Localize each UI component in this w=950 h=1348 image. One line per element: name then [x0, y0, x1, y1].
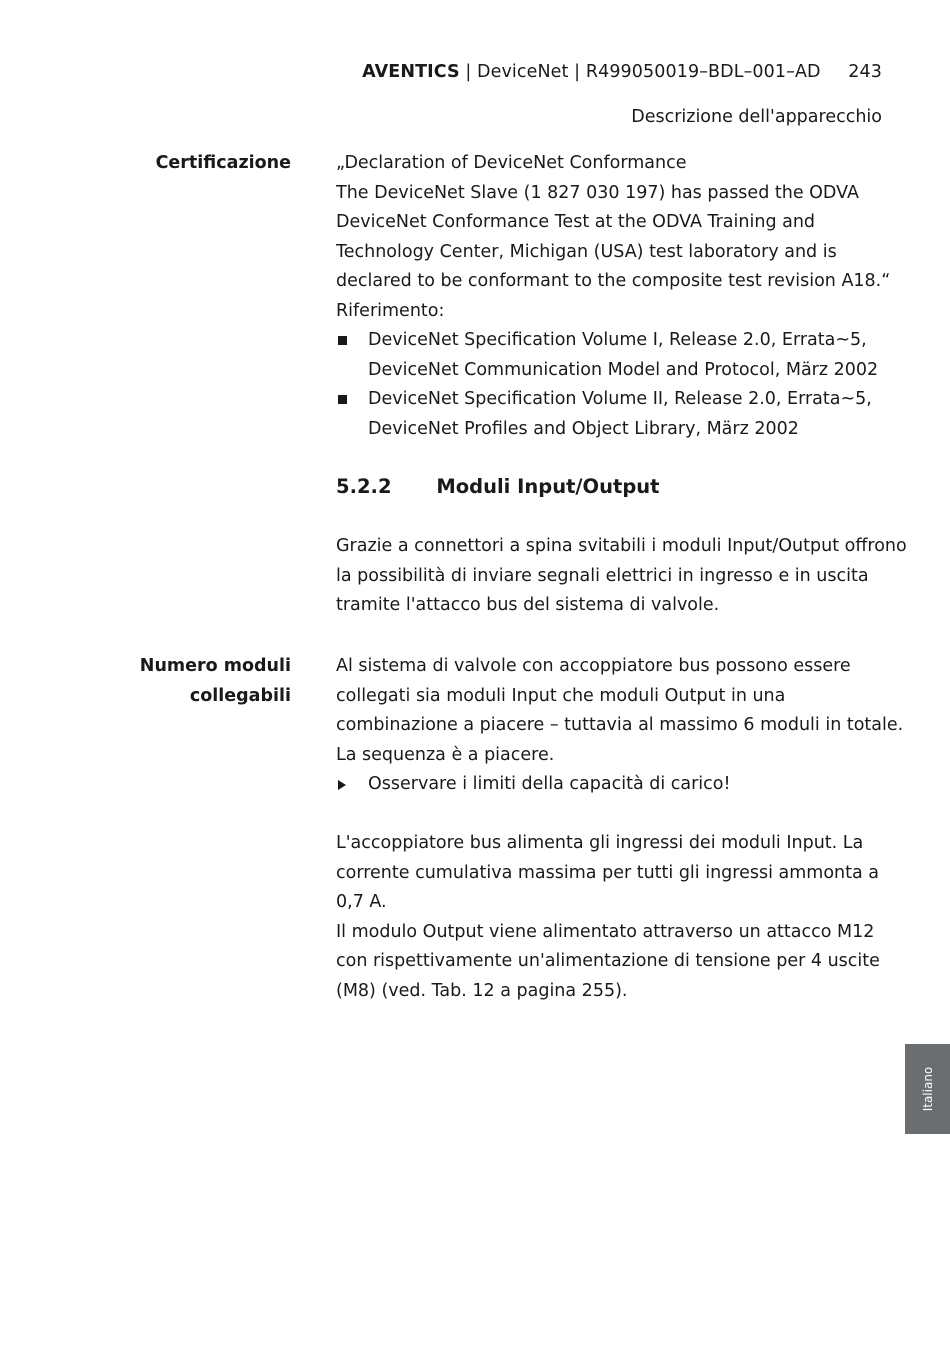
section-number: 5.2.2: [336, 475, 392, 498]
paragraph-line: combinazione a piacere – tuttavia al massimo 6 moduli in totale.: [336, 715, 904, 735]
instruction-text: Osservare i limiti della capacità di carico!: [368, 774, 731, 794]
running-header: [362, 62, 882, 82]
document-info: | DeviceNet | R499050019–BDL–001–AD: [465, 62, 821, 82]
paragraph-line: Technology Center, Michigan (USA) test laboratory and is: [336, 241, 837, 262]
section-title: Descrizione dell'apparecchio: [631, 107, 882, 127]
paragraph-line: tramite l'attacco bus del sistema di valvole.: [336, 595, 720, 615]
list-item-line: DeviceNet Specification Volume II, Release 2.0, Errata~5,: [368, 389, 872, 409]
paragraph-line: la possibilità di inviare segnali elettrici in ingresso e in uscita: [336, 565, 869, 586]
modules-label-line: Numero moduli: [139, 656, 291, 676]
certification-text: [336, 149, 896, 444]
intro-paragraph: [336, 532, 907, 621]
list-item: [336, 326, 896, 385]
modules-label-line: collegabili: [189, 685, 291, 706]
square-bullet-icon: [338, 336, 347, 345]
paragraph-line: collegati sia moduli Input che moduli Output in una: [336, 685, 786, 706]
paragraph-line: „Declaration of DeviceNet Conformance: [336, 153, 687, 173]
section-heading: [336, 475, 660, 498]
modules-paragraph: [336, 652, 904, 800]
paragraph-line: Riferimento:: [336, 300, 445, 321]
paragraph-line: L'accoppiatore bus alimenta gli ingressi dei moduli Input. La: [336, 833, 864, 853]
paragraph-line: 0,7 A.: [336, 892, 387, 912]
page-number: 243: [848, 62, 882, 82]
language-tab: [905, 1044, 950, 1134]
paragraph-line: con rispettivamente un'alimentazione di tensione per 4 uscite: [336, 951, 880, 971]
certification-label: Certificazione: [155, 153, 291, 173]
paragraph-line: La sequenza è a piacere.: [336, 744, 555, 765]
paragraph-line: DeviceNet Conformance Test at the ODVA Training and: [336, 212, 816, 232]
paragraph-line: Grazie a connettori a spina svitabili i moduli Input/Output offrono: [336, 536, 907, 556]
paragraph-line: (M8) (ved. Tab. 12 a pagina 255).: [336, 980, 628, 1001]
paragraph-line: declared to be conformant to the composite test revision A18.“: [336, 271, 891, 291]
paragraph-line: corrente cumulativa massima per tutti gli ingressi ammonta a: [336, 862, 879, 883]
list-item-line: DeviceNet Communication Model and Protocol, März 2002: [368, 359, 879, 380]
language-tab-label: Italiano: [920, 1066, 935, 1112]
section-heading-title: Moduli Input/Output: [436, 475, 660, 498]
brand-name: AVENTICS: [362, 62, 460, 82]
square-bullet-icon: [338, 395, 347, 404]
paragraph-line: The DeviceNet Slave (1 827 030 197) has passed the ODVA: [336, 182, 859, 203]
list-item: [336, 385, 896, 444]
list-item-line: DeviceNet Specification Volume I, Release 2.0, Errata~5,: [368, 330, 867, 350]
power-paragraph: [336, 829, 896, 1006]
modules-label: [140, 652, 291, 711]
paragraph-line: Il modulo Output viene alimentato attraverso un attacco M12: [336, 921, 875, 942]
list-item-line: DeviceNet Profiles and Object Library, März 2002: [368, 418, 799, 439]
paragraph-line: Al sistema di valvole con accoppiatore bus possono essere: [336, 656, 851, 676]
instruction-item: [336, 770, 896, 800]
arrow-bullet-icon: [338, 780, 346, 790]
